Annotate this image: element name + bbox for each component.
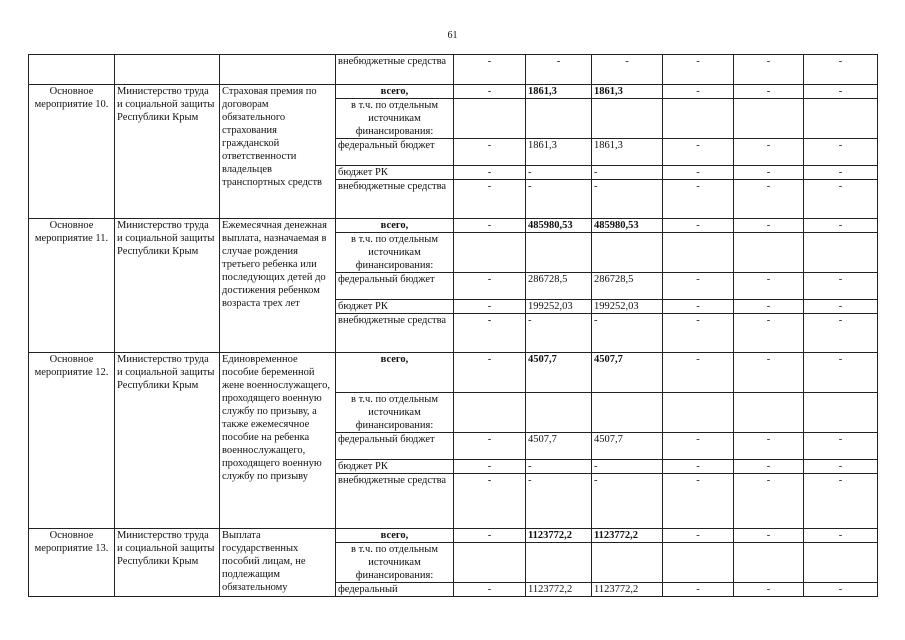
value-cell: -	[454, 180, 526, 219]
table-row	[29, 529, 878, 543]
value-cell: -	[663, 180, 734, 219]
funding-table	[28, 54, 878, 597]
table-cell	[220, 55, 336, 85]
value-cell	[663, 233, 734, 273]
value-cell: -	[734, 166, 804, 180]
value-cell: -	[454, 314, 526, 353]
table-cell	[29, 55, 115, 85]
value-cell: -	[663, 583, 734, 597]
value-cell: -	[734, 583, 804, 597]
value-cell: -	[734, 139, 804, 166]
value-cell: -	[663, 55, 734, 85]
value-cell: -	[734, 273, 804, 300]
value-cell	[804, 99, 878, 139]
value-cell: -	[454, 529, 526, 543]
source-cell: внебюджетные средства	[336, 314, 454, 353]
value-cell: 1861,3	[592, 139, 663, 166]
value-cell: -	[804, 529, 878, 543]
source-cell: бюджет РК	[336, 460, 454, 474]
value-cell: -	[663, 85, 734, 99]
source-cell: в т.ч. по отдельным источникам финансирования:	[336, 99, 454, 139]
value-cell: 1123772,2	[592, 529, 663, 543]
value-cell: -	[592, 180, 663, 219]
value-cell: -	[804, 353, 878, 393]
value-cell: -	[526, 180, 592, 219]
value-cell: -	[663, 529, 734, 543]
value-cell	[526, 543, 592, 583]
organization-cell: Министерство труда и социальной защиты Республики Крым	[115, 219, 220, 353]
value-cell: -	[804, 314, 878, 353]
value-cell: 1123772,2	[526, 529, 592, 543]
source-cell: всего,	[336, 85, 454, 99]
value-cell: -	[454, 219, 526, 233]
source-cell: федеральный бюджет	[336, 139, 454, 166]
value-cell: 286728,5	[526, 273, 592, 300]
value-cell: 4507,7	[526, 433, 592, 460]
value-cell: -	[804, 433, 878, 460]
source-cell: бюджет РК	[336, 300, 454, 314]
value-cell: -	[663, 433, 734, 460]
description-cell: Страховая премия по договорам обязательного страхования гражданской ответственности владельцев транспортных средств	[220, 85, 336, 219]
value-cell: 4507,7	[592, 433, 663, 460]
value-cell: -	[804, 180, 878, 219]
value-cell: -	[592, 460, 663, 474]
value-cell: -	[663, 353, 734, 393]
source-cell: всего,	[336, 353, 454, 393]
description-cell: Выплата государственных пособий лицам, не подлежащим обязательному	[220, 529, 336, 597]
value-cell	[454, 99, 526, 139]
value-cell	[663, 543, 734, 583]
event-cell: Основное мероприятие 13.	[29, 529, 115, 597]
source-cell: в т.ч. по отдельным источникам финансирования:	[336, 543, 454, 583]
value-cell: -	[804, 583, 878, 597]
table-cell	[115, 55, 220, 85]
value-cell: 4507,7	[526, 353, 592, 393]
value-cell: -	[804, 474, 878, 529]
value-cell: -	[592, 474, 663, 529]
description-cell: Ежемесячная денежная выплата, назначаемая в случае рождения третьего ребенка или последующих детей до достижения ребенком возраста трех лет	[220, 219, 336, 353]
value-cell: -	[454, 85, 526, 99]
value-cell: -	[526, 314, 592, 353]
value-cell: 1861,3	[526, 139, 592, 166]
value-cell	[804, 393, 878, 433]
value-cell: -	[804, 85, 878, 99]
source-cell: внебюджетные средства	[336, 474, 454, 529]
value-cell: -	[663, 300, 734, 314]
value-cell: -	[663, 460, 734, 474]
funding-table-body	[29, 55, 878, 597]
value-cell: -	[663, 474, 734, 529]
value-cell: -	[663, 219, 734, 233]
value-cell: -	[526, 474, 592, 529]
value-cell: -	[526, 55, 592, 85]
value-cell: -	[734, 433, 804, 460]
value-cell: -	[454, 55, 526, 85]
value-cell: -	[734, 300, 804, 314]
value-cell	[663, 99, 734, 139]
value-cell: -	[592, 314, 663, 353]
value-cell: -	[734, 460, 804, 474]
value-cell	[454, 543, 526, 583]
value-cell: -	[734, 85, 804, 99]
value-cell: -	[454, 166, 526, 180]
value-cell	[734, 543, 804, 583]
source-cell: федеральный	[336, 583, 454, 597]
value-cell	[454, 233, 526, 273]
table-row	[29, 353, 878, 393]
value-cell	[804, 543, 878, 583]
table-row	[29, 55, 878, 85]
value-cell: 1123772,2	[592, 583, 663, 597]
value-cell	[526, 233, 592, 273]
value-cell: -	[592, 166, 663, 180]
description-cell: Единовременное пособие беременной жене военнослужащего, проходящего военную службу по призыву, а также ежемесячное пособие на ребенка военнослужащего, проходящего военную службу по призыву	[220, 353, 336, 529]
value-cell: -	[663, 139, 734, 166]
value-cell: -	[804, 300, 878, 314]
organization-cell: Министерство труда и социальной защиты Республики Крым	[115, 85, 220, 219]
event-cell: Основное мероприятие 12.	[29, 353, 115, 529]
value-cell: -	[804, 460, 878, 474]
value-cell	[663, 393, 734, 433]
value-cell: 4507,7	[592, 353, 663, 393]
table-row	[29, 219, 878, 233]
source-cell: федеральный бюджет	[336, 433, 454, 460]
value-cell: -	[454, 583, 526, 597]
value-cell: -	[804, 166, 878, 180]
event-cell: Основное мероприятие 11.	[29, 219, 115, 353]
value-cell: -	[804, 219, 878, 233]
source-cell: федеральный бюджет	[336, 273, 454, 300]
value-cell: 286728,5	[592, 273, 663, 300]
organization-cell: Министерство труда и социальной защиты Республики Крым	[115, 529, 220, 597]
value-cell	[592, 543, 663, 583]
value-cell	[526, 99, 592, 139]
value-cell: 199252,03	[526, 300, 592, 314]
value-cell: -	[454, 353, 526, 393]
value-cell: -	[663, 166, 734, 180]
source-cell: бюджет РК	[336, 166, 454, 180]
value-cell: -	[454, 300, 526, 314]
value-cell	[592, 233, 663, 273]
value-cell: -	[663, 314, 734, 353]
value-cell: -	[804, 273, 878, 300]
source-cell: в т.ч. по отдельным источникам финансирования:	[336, 233, 454, 273]
value-cell: -	[454, 460, 526, 474]
value-cell: -	[663, 273, 734, 300]
organization-cell: Министерство труда и социальной защиты Республики Крым	[115, 353, 220, 529]
value-cell	[734, 393, 804, 433]
value-cell: 199252,03	[592, 300, 663, 314]
value-cell: -	[734, 219, 804, 233]
value-cell	[734, 233, 804, 273]
value-cell: -	[526, 460, 592, 474]
source-cell: всего,	[336, 219, 454, 233]
value-cell: -	[454, 139, 526, 166]
value-cell: -	[734, 314, 804, 353]
value-cell: 485980,53	[526, 219, 592, 233]
page-number: 61	[447, 30, 458, 41]
value-cell	[526, 393, 592, 433]
value-cell	[592, 99, 663, 139]
value-cell: -	[804, 55, 878, 85]
value-cell	[454, 393, 526, 433]
value-cell: -	[734, 55, 804, 85]
source-cell: внебюджетные средства	[336, 55, 454, 85]
value-cell: -	[734, 474, 804, 529]
value-cell: -	[734, 353, 804, 393]
value-cell	[804, 233, 878, 273]
value-cell: -	[734, 180, 804, 219]
source-cell: всего,	[336, 529, 454, 543]
value-cell: -	[592, 55, 663, 85]
value-cell: 1861,3	[592, 85, 663, 99]
value-cell	[734, 99, 804, 139]
value-cell: -	[454, 474, 526, 529]
source-cell: в т.ч. по отдельным источникам финансирования:	[336, 393, 454, 433]
value-cell: 485980,53	[592, 219, 663, 233]
table-row	[29, 85, 878, 99]
value-cell: -	[804, 139, 878, 166]
value-cell	[592, 393, 663, 433]
value-cell: -	[454, 433, 526, 460]
event-cell: Основное мероприятие 10.	[29, 85, 115, 219]
value-cell: -	[454, 273, 526, 300]
value-cell: 1861,3	[526, 85, 592, 99]
value-cell: 1123772,2	[526, 583, 592, 597]
value-cell: -	[734, 529, 804, 543]
source-cell: внебюджетные средства	[336, 180, 454, 219]
value-cell: -	[526, 166, 592, 180]
